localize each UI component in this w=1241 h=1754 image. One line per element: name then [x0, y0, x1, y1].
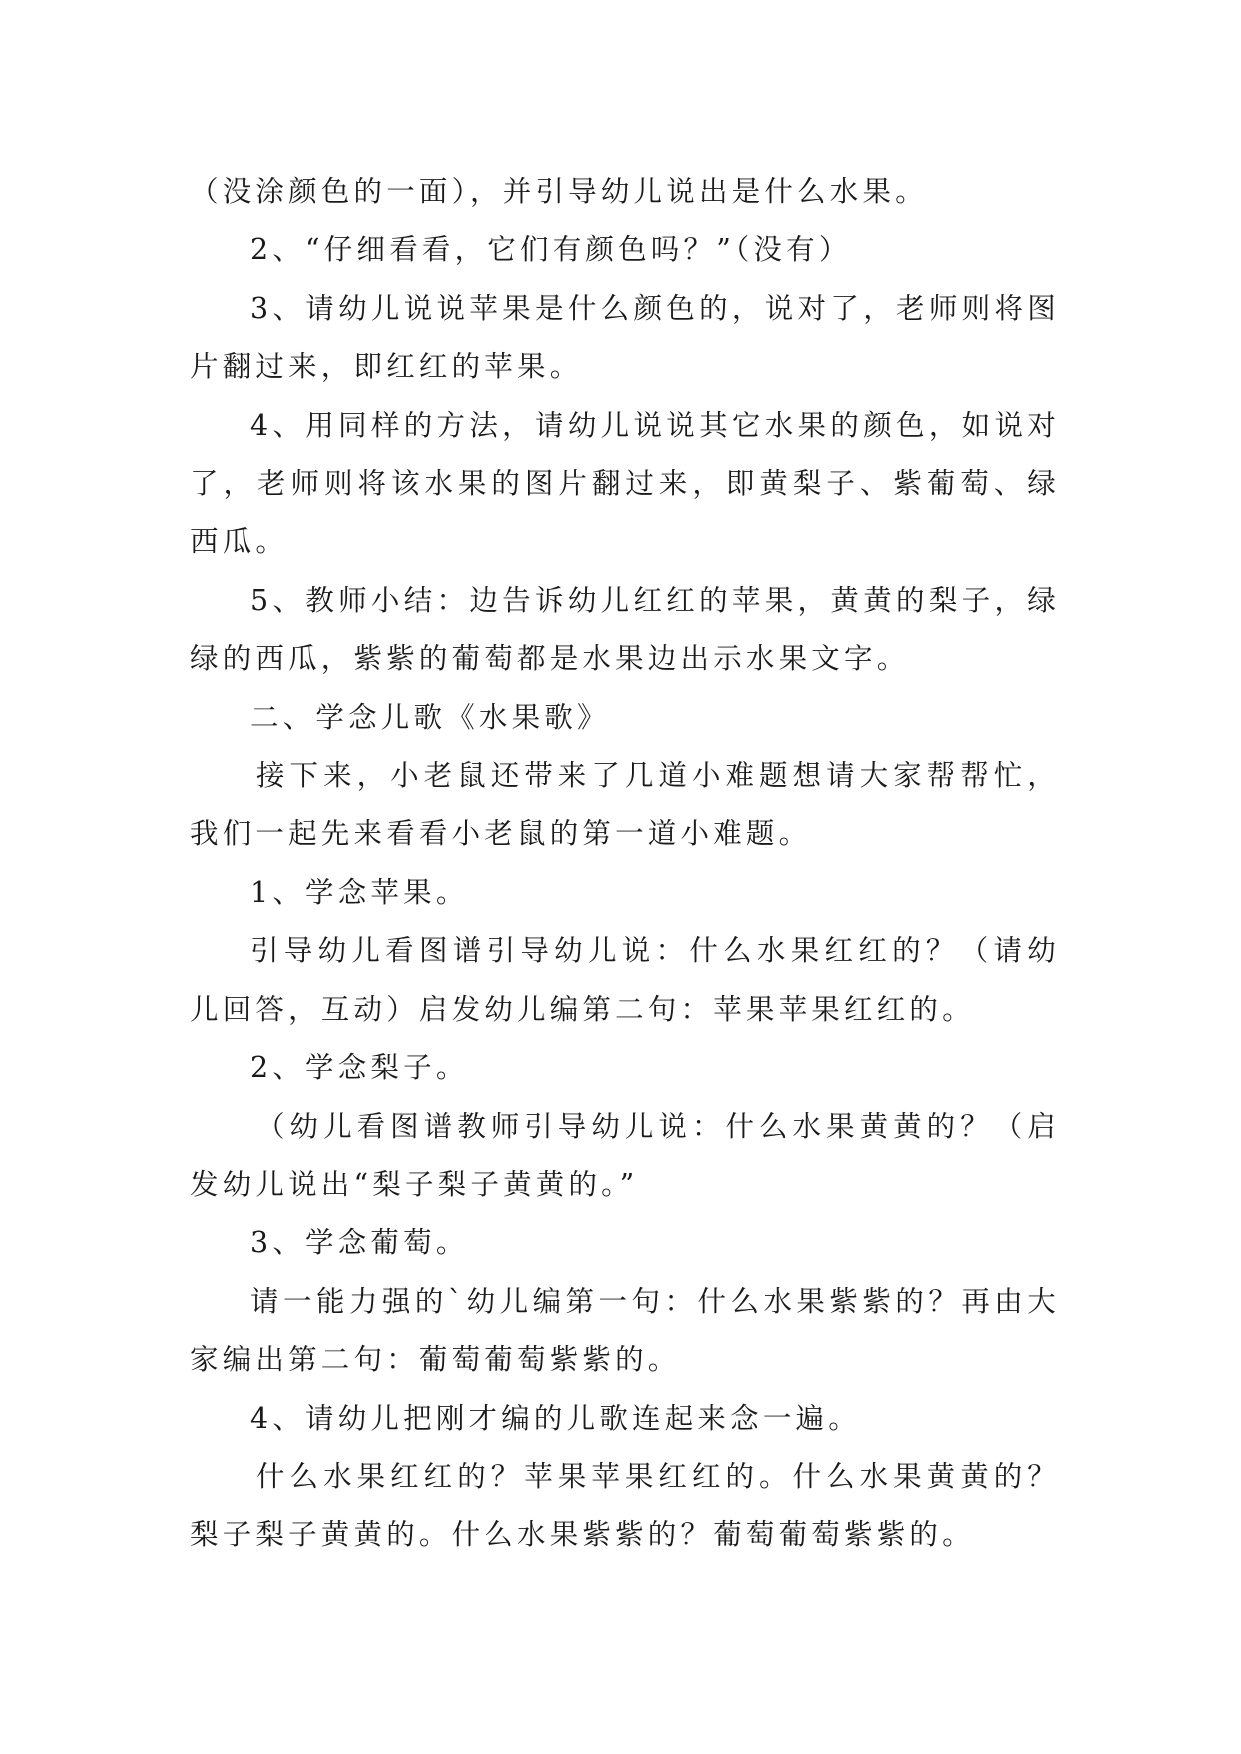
- paragraph-apple: 引导幼儿看图谱引导幼儿说：什么水果红红的？（请幼儿回答，互动）启发幼儿编第二句：苹果苹果红红的。: [190, 934, 1060, 1026]
- paragraph-rhyme: 什么水果红红的？苹果苹果红红的。什么水果黄黄的？梨子梨子黄黄的。什么水果紫紫的？葡萄葡萄紫紫的。: [190, 1459, 1060, 1552]
- paragraph-step-3: 3、请幼儿说说苹果是什么颜色的，说对了，老师则将图片翻过来，即红红的苹果。: [190, 291, 1060, 384]
- paragraph-intro: 接下来，小老鼠还带来了几道小难题想请大家帮帮忙，我们一起先来看看小老鼠的第一道小难题。: [190, 759, 1060, 851]
- paragraph-grape: 请一能力强的`幼儿编第一句：什么水果紫紫的？再由大家编出第二句：葡萄葡萄紫紫的。: [190, 1284, 1060, 1377]
- paragraph-continuation: （没涂颜色的一面），并引导幼儿说出是什么水果。: [190, 175, 928, 208]
- document-body: [190, 163, 1060, 1565]
- paragraph-step-2: 2、“仔细看看，它们有颜色吗？”（没有）: [250, 233, 852, 267]
- paragraph-step-5: 5、教师小结：边告诉幼儿红红的苹果，黄黄的梨子，绿绿的西瓜，紫紫的葡萄都是水果边出示水果文字。: [190, 583, 1060, 676]
- subheading-apple: 1、学念苹果。: [250, 875, 469, 909]
- subheading-recite: 4、请幼儿把刚才编的儿歌连起来念一遍。: [250, 1401, 861, 1435]
- paragraph-step-4: 4、用同样的方法，请幼儿说说其它水果的颜色，如说对了，老师则将该水果的图片翻过来，即黄梨子、紫葡萄、绿西瓜。: [190, 408, 1060, 559]
- paragraph-pear: （幼儿看图谱教师引导幼儿说：什么水果黄黄的？（启发幼儿说出“梨子梨子黄黄的。”: [190, 1109, 1060, 1201]
- subheading-pear: 2、学念梨子。: [250, 1051, 469, 1085]
- subheading-grape: 3、学念葡萄。: [250, 1226, 469, 1260]
- section-heading-2: 二、学念儿歌《水果歌》: [250, 700, 610, 734]
